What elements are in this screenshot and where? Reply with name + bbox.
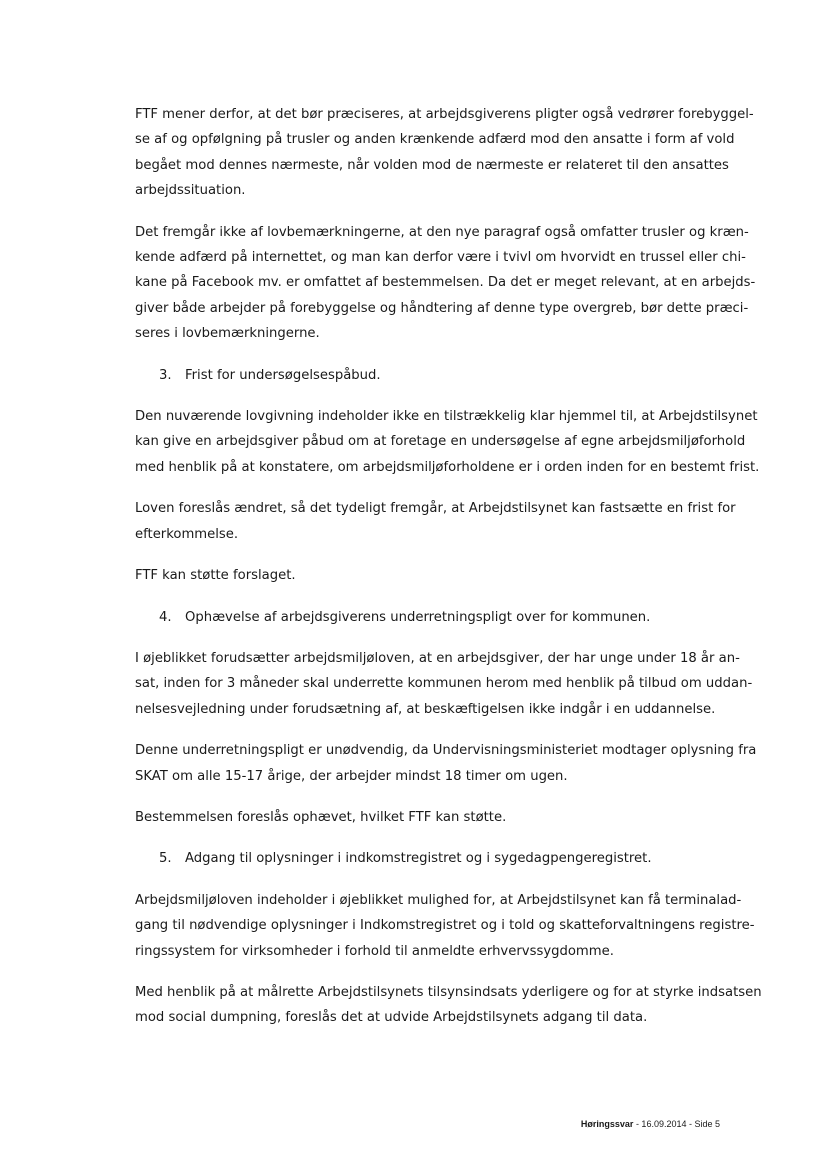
paragraph xyxy=(135,496,735,547)
section-title: Adgang til oplysninger i indkomstregistret og i sygedagpengeregistret. xyxy=(185,851,652,867)
section-title: Ophævelse af arbejdsgiverens underretningspligt over for kommunen. xyxy=(185,609,651,625)
text-line: med henblik på at konstatere, om arbejdsmiljøforholdene er i orden inden for en bestemt frist. xyxy=(135,459,760,475)
text-line: arbejdssituation. xyxy=(135,183,246,199)
section-number: 5. xyxy=(159,851,172,867)
text-line: sat, inden for 3 måneder skal underrette kommunen herom med henblik på tilbud om uddan- xyxy=(135,676,753,692)
paragraph xyxy=(135,404,760,480)
text-line: seres i lovbemærkningerne. xyxy=(135,326,320,342)
paragraph xyxy=(135,646,753,722)
text-line: ringssystem for virksomheder i forhold til anmeldte erhvervssygdomme. xyxy=(135,943,614,959)
text-line: Loven foreslås ændret, så det tydeligt fremgår, at Arbejdstilsynet kan fastsætte en frist for xyxy=(135,501,736,517)
footer-label: Høringssvar xyxy=(580,1119,634,1129)
text-line: FTF kan støtte forslaget. xyxy=(135,568,296,584)
paragraph-gap xyxy=(135,789,735,805)
text-line: Bestemmelsen foreslås ophævet, hvilket FTF kan støtte. xyxy=(135,809,507,825)
paragraph xyxy=(135,888,755,964)
section-heading xyxy=(135,363,735,388)
page-footer xyxy=(581,1119,720,1129)
text-line: SKAT om alle 15-17 årige, der arbejder mindst 18 timer om ugen. xyxy=(135,768,568,784)
paragraph-gap xyxy=(135,830,735,846)
section-number: 3. xyxy=(159,367,172,383)
text-line: Med henblik på at målrette Arbejdstilsynets tilsynsindsats yderligere og for at styrke indsatsen xyxy=(135,984,762,1000)
text-line: Arbejdsmiljøloven indeholder i øjeblikket mulighed for, at Arbejdstilsynet kan få terminalad- xyxy=(135,892,742,908)
paragraph xyxy=(135,220,756,347)
text-line: se af og opfølgning på trusler og anden krænkende adfærd mod den ansatte i form af vold xyxy=(135,132,735,148)
paragraph xyxy=(135,980,762,1031)
section-heading xyxy=(135,605,735,630)
text-line: efterkommelse. xyxy=(135,526,239,542)
text-line: kan give en arbejdsgiver påbud om at foretage en undersøgelse af egne arbejdsmiljøforhold xyxy=(135,434,746,450)
paragraph xyxy=(135,805,735,830)
paragraph xyxy=(135,102,754,204)
document-body xyxy=(135,102,762,1031)
text-line: Den nuværende lovgivning indeholder ikke en tilstrækkelig klar hjemmel til, at Arbejdstilsynet xyxy=(135,409,758,425)
paragraph-gap xyxy=(135,589,735,605)
paragraph xyxy=(135,563,735,588)
paragraph-gap xyxy=(135,347,735,363)
paragraph-gap xyxy=(135,964,735,980)
text-line: I øjeblikket forudsætter arbejdsmiljøloven, at en arbejdsgiver, der har unge under 18 år an- xyxy=(135,650,740,666)
section-title: Frist for undersøgelsespåbud. xyxy=(185,367,381,383)
text-line: mod social dumpning, foreslås det at udvide Arbejdstilsynets adgang til data. xyxy=(135,1010,648,1026)
text-line: gang til nødvendige oplysninger i Indkomstregistret og i told og skatteforvaltningens registre- xyxy=(135,918,755,934)
text-line: giver både arbejder på forebyggelse og håndtering af denne type overgreb, bør dette præci- xyxy=(135,300,749,316)
section-number: 4. xyxy=(159,609,172,625)
footer-date-page: - 16.09.2014 - Side 5 xyxy=(633,1119,720,1129)
paragraph xyxy=(135,738,757,789)
paragraph-gap xyxy=(135,480,735,496)
text-line: nelsesvejledning under forudsætning af, at beskæftigelsen ikke indgår i en uddannelse. xyxy=(135,701,716,717)
paragraph-gap xyxy=(135,388,735,404)
paragraph-gap xyxy=(135,204,735,220)
text-line: Denne underretningspligt er unødvendig, da Undervisningsministeriet modtager oplysning fra xyxy=(135,743,757,759)
text-line: kane på Facebook mv. er omfattet af bestemmelsen. Da det er meget relevant, at en arbejds- xyxy=(135,275,756,291)
paragraph-gap xyxy=(135,630,735,646)
paragraph-gap xyxy=(135,722,735,738)
paragraph-gap xyxy=(135,547,735,563)
text-line: Det fremgår ikke af lovbemærkningerne, at den nye paragraf også omfatter trusler og kræn- xyxy=(135,224,749,240)
text-line: begået mod dennes nærmeste, når volden mod de nærmeste er relateret til den ansattes xyxy=(135,157,729,173)
section-heading xyxy=(135,846,735,871)
text-line: FTF mener derfor, at det bør præciseres, at arbejdsgiverens pligter også vedrører forebyggel- xyxy=(135,107,754,122)
paragraph-gap xyxy=(135,872,735,888)
text-line: kende adfærd på internettet, og man kan derfor være i tvivl om hvorvidt en trussel eller chi- xyxy=(135,250,746,266)
